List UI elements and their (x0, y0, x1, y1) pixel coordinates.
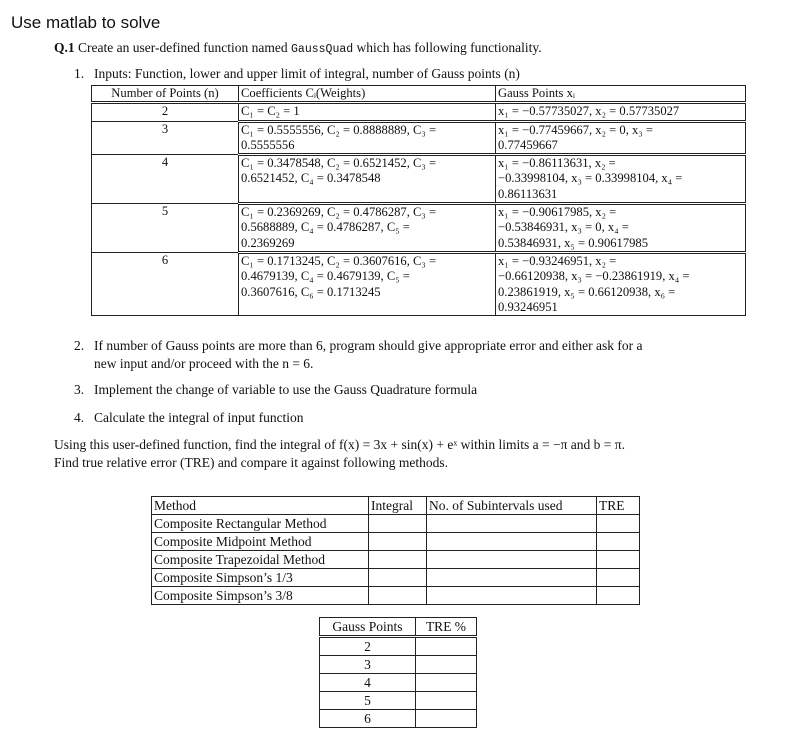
list-item-text: new input and/or proceed with the n = 6. (94, 356, 314, 371)
method-cell: Composite Rectangular Method (152, 515, 369, 533)
points-cell: x₁ = −0.90617985, x₂ = −0.53846931, x₃ = 0, x₄ = 0.53846931, x₅ = 0.90617985 (496, 204, 746, 253)
list-item-text: Calculate the integral of input function (94, 410, 304, 425)
gauss-points-cell: 3 (320, 656, 416, 674)
tre-cell[interactable] (597, 533, 640, 551)
table-header: TRE % (416, 618, 477, 637)
points-cell: x₁ = −0.57735027, x₂ = 0.57735027 (496, 103, 746, 121)
tre-cell[interactable] (416, 637, 477, 656)
paragraph-line: Using this user-defined function, find the integral of f(x) = 3x + sin(x) + eˣ within limits a = −π and b = π. (54, 437, 625, 452)
subintervals-cell[interactable] (427, 551, 597, 569)
weights-cell: C₁ = 0.1713245, C₂ = 0.3607616, C₃ = 0.4679139, C₄ = 0.4679139, C₅ = 0.3607616, C₆ = 0.1713245 (239, 252, 496, 315)
points-cell: x₁ = −0.77459667, x₂ = 0, x₃ = 0.77459667 (496, 121, 746, 155)
tre-cell[interactable] (597, 551, 640, 569)
n-cell: 2 (92, 103, 239, 121)
table-row (92, 103, 746, 121)
table-row (152, 515, 640, 533)
list-item-text: Implement the change of variable to use the Gauss Quadrature formula (94, 382, 478, 397)
list-number: 4. (74, 410, 85, 425)
table-row (92, 204, 746, 253)
table-row (320, 674, 477, 692)
weights-cell: C₁ = 0.5555556, C₂ = 0.8888889, C₃ = 0.5555556 (239, 121, 496, 155)
table-header: Gauss Points xᵢ (496, 86, 746, 103)
methods-table (151, 496, 640, 605)
table-row (92, 121, 746, 155)
list-number: 1. (74, 66, 85, 81)
function-name: GaussQuad (291, 43, 354, 56)
table-row (320, 656, 477, 674)
table-row (320, 692, 477, 710)
method-cell: Composite Trapezoidal Method (152, 551, 369, 569)
list-item-text: Inputs: Function, lower and upper limit of integral, number of Gauss points (n) (94, 66, 520, 81)
method-cell: Composite Midpoint Method (152, 533, 369, 551)
page-header: Use matlab to solve (11, 13, 161, 32)
table-row (320, 710, 477, 728)
weights-cell: C₁ = 0.2369269, C₂ = 0.4786287, C₃ = 0.5688889, C₄ = 0.4786287, C₅ = 0.2369269 (239, 204, 496, 253)
tre-cell[interactable] (416, 656, 477, 674)
integral-cell[interactable] (369, 551, 427, 569)
table-header: No. of Subintervals used (427, 497, 597, 515)
gauss-points-cell: 6 (320, 710, 416, 728)
integral-cell[interactable] (369, 533, 427, 551)
list-item-3 (74, 382, 477, 398)
table-header: Number of Points (n) (92, 86, 239, 103)
gauss-tre-table (319, 617, 477, 728)
subintervals-cell[interactable] (427, 515, 597, 533)
tre-cell[interactable] (597, 587, 640, 605)
gauss-points-cell: 4 (320, 674, 416, 692)
gauss-coefficients-table (91, 85, 746, 316)
list-number: 2. (74, 338, 85, 353)
tre-cell[interactable] (597, 515, 640, 533)
table-row (152, 551, 640, 569)
table-row (152, 587, 640, 605)
table-row (320, 637, 477, 656)
n-cell: 5 (92, 204, 239, 253)
gauss-points-cell: 2 (320, 637, 416, 656)
tre-cell[interactable] (416, 710, 477, 728)
gauss-points-cell: 5 (320, 692, 416, 710)
question-label: Q.1 (54, 40, 75, 55)
subintervals-cell[interactable] (427, 569, 597, 587)
method-cell: Composite Simpson’s 1/3 (152, 569, 369, 587)
tre-cell[interactable] (416, 674, 477, 692)
table-header: Method (152, 497, 369, 515)
paragraph-line: Find true relative error (TRE) and compare it against following methods. (54, 455, 449, 470)
points-cell: x₁ = −0.93246951, x₂ = −0.66120938, x₃ = −0.23861919, x₄ = 0.23861919, x₅ = 0.66120938, x₆ = 0.93246951 (496, 252, 746, 315)
weights-cell: C₁ = 0.3478548, C₂ = 0.6521452, C₃ = 0.6521452, C₄ = 0.3478548 (239, 155, 496, 204)
list-item-2 (74, 337, 642, 373)
weights-cell: C₁ = C₂ = 1 (239, 103, 496, 121)
problem-paragraph (54, 436, 769, 472)
integral-cell[interactable] (369, 569, 427, 587)
n-cell: 3 (92, 121, 239, 155)
table-header: Coefficients Cᵢ(Weights) (239, 86, 496, 103)
question-text-after: which has following functionality. (356, 40, 542, 55)
n-cell: 6 (92, 252, 239, 315)
table-row (152, 533, 640, 551)
integral-cell[interactable] (369, 515, 427, 533)
table-row (92, 155, 746, 204)
subintervals-cell[interactable] (427, 587, 597, 605)
table-row (92, 252, 746, 315)
table-header: Gauss Points (320, 618, 416, 637)
list-number: 3. (74, 382, 85, 397)
list-item-text: If number of Gauss points are more than 6, program should give appropriate error and either ask for a (94, 338, 643, 353)
tre-cell[interactable] (597, 569, 640, 587)
list-item-1 (74, 66, 520, 82)
table-row (152, 569, 640, 587)
integral-cell[interactable] (369, 587, 427, 605)
list-item-4 (74, 410, 304, 426)
subintervals-cell[interactable] (427, 533, 597, 551)
method-cell: Composite Simpson’s 3/8 (152, 587, 369, 605)
points-cell: x₁ = −0.86113631, x₂ = −0.33998104, x₃ = 0.33998104, x₄ = 0.86113631 (496, 155, 746, 204)
table-header: TRE (597, 497, 640, 515)
table-header: Integral (369, 497, 427, 515)
question-title (54, 40, 542, 56)
question-text-before: Create an user-defined function named (78, 40, 288, 55)
n-cell: 4 (92, 155, 239, 204)
tre-cell[interactable] (416, 692, 477, 710)
